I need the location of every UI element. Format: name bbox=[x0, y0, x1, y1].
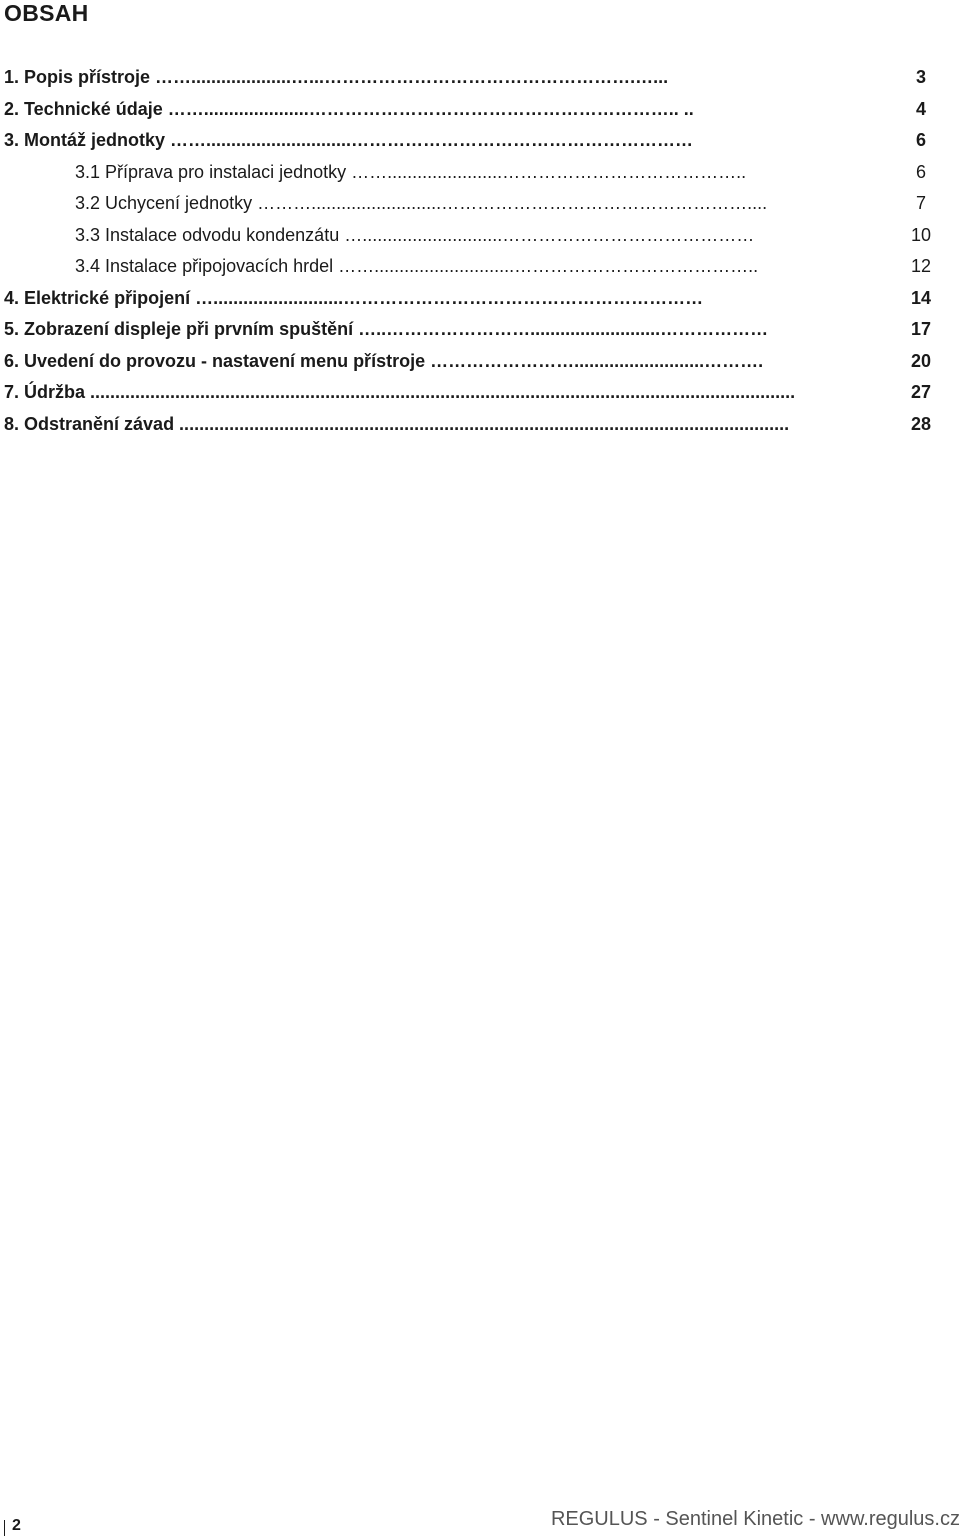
toc-entry-page: 14 bbox=[910, 287, 932, 308]
toc-subentry[interactable] bbox=[0, 251, 960, 283]
toc-entry-page: 12 bbox=[910, 256, 932, 276]
toc-subentry[interactable] bbox=[0, 157, 960, 189]
page-title: OBSAH bbox=[4, 0, 89, 26]
toc-entry-page: 3 bbox=[915, 67, 926, 87]
toc-entry-title: 3. Montáž jednotky …….............................………………………………………………… bbox=[4, 130, 694, 150]
toc-entry[interactable] bbox=[0, 62, 960, 94]
toc-entry-page: 10 bbox=[910, 224, 932, 245]
toc-entry-page: 7 bbox=[915, 193, 926, 213]
toc-entry-title: 3.2 Uchycení jednotky ………..........................…………………………………………….... bbox=[75, 193, 768, 213]
toc-entry-title: 5. Zobrazení displeje při prvním spuštění …..……………………..........................……………… bbox=[4, 319, 769, 339]
footer-divider bbox=[4, 1520, 5, 1536]
toc-entry-page: 6 bbox=[915, 130, 926, 150]
toc-entry-title: 6. Uvedení do provozu - nastavení menu přístroje ……………………..........................………. bbox=[4, 350, 764, 371]
toc-entry-title: 2. Technické údaje …….....................…………………………………………………….. .. bbox=[4, 98, 694, 119]
toc-entry-page: 27 bbox=[910, 382, 932, 402]
toc-entry[interactable] bbox=[0, 94, 960, 126]
toc-entry-page: 4 bbox=[915, 98, 926, 119]
toc-entry-title: 3.3 Instalace odvodu kondenzátu …............................…………………………………… bbox=[75, 224, 755, 245]
toc-entry-title: 1. Popis přístroje ……....................…...…………………………………………….…... bbox=[4, 67, 669, 87]
toc-entry-page: 20 bbox=[910, 350, 932, 371]
toc-subentry[interactable] bbox=[0, 188, 960, 220]
table-of-contents bbox=[0, 62, 960, 440]
toc-entry-title: 4. Elektrické připojení …..........................…………………………………………………… bbox=[4, 287, 704, 308]
toc-entry-title: 3.4 Instalace připojovacích hrdel ……............................………………………………….. bbox=[75, 256, 759, 276]
toc-entry[interactable] bbox=[0, 283, 960, 315]
toc-entry-page: 6 bbox=[915, 161, 926, 182]
toc-entry[interactable] bbox=[0, 409, 960, 441]
toc-entry-page: 28 bbox=[910, 413, 932, 434]
toc-entry[interactable] bbox=[0, 125, 960, 157]
toc-entry-page: 17 bbox=[910, 319, 932, 339]
toc-subentry[interactable] bbox=[0, 220, 960, 252]
toc-entry[interactable] bbox=[0, 377, 960, 409]
toc-entry-title: 7. Údržba ............................................................................................................................................. bbox=[4, 382, 796, 402]
toc-entry[interactable] bbox=[0, 314, 960, 346]
toc-entry[interactable] bbox=[0, 346, 960, 378]
footer-brand: REGULUS - Sentinel Kinetic - www.regulus.cz bbox=[550, 1508, 960, 1530]
footer-page-number: 2 bbox=[12, 1517, 21, 1534]
toc-entry-title: 3.1 Příprava pro instalaci jednotky …….......................………………………………….. bbox=[75, 161, 747, 182]
toc-entry-title: 8. Odstranění závad .......................................................................................................................... bbox=[4, 413, 790, 434]
